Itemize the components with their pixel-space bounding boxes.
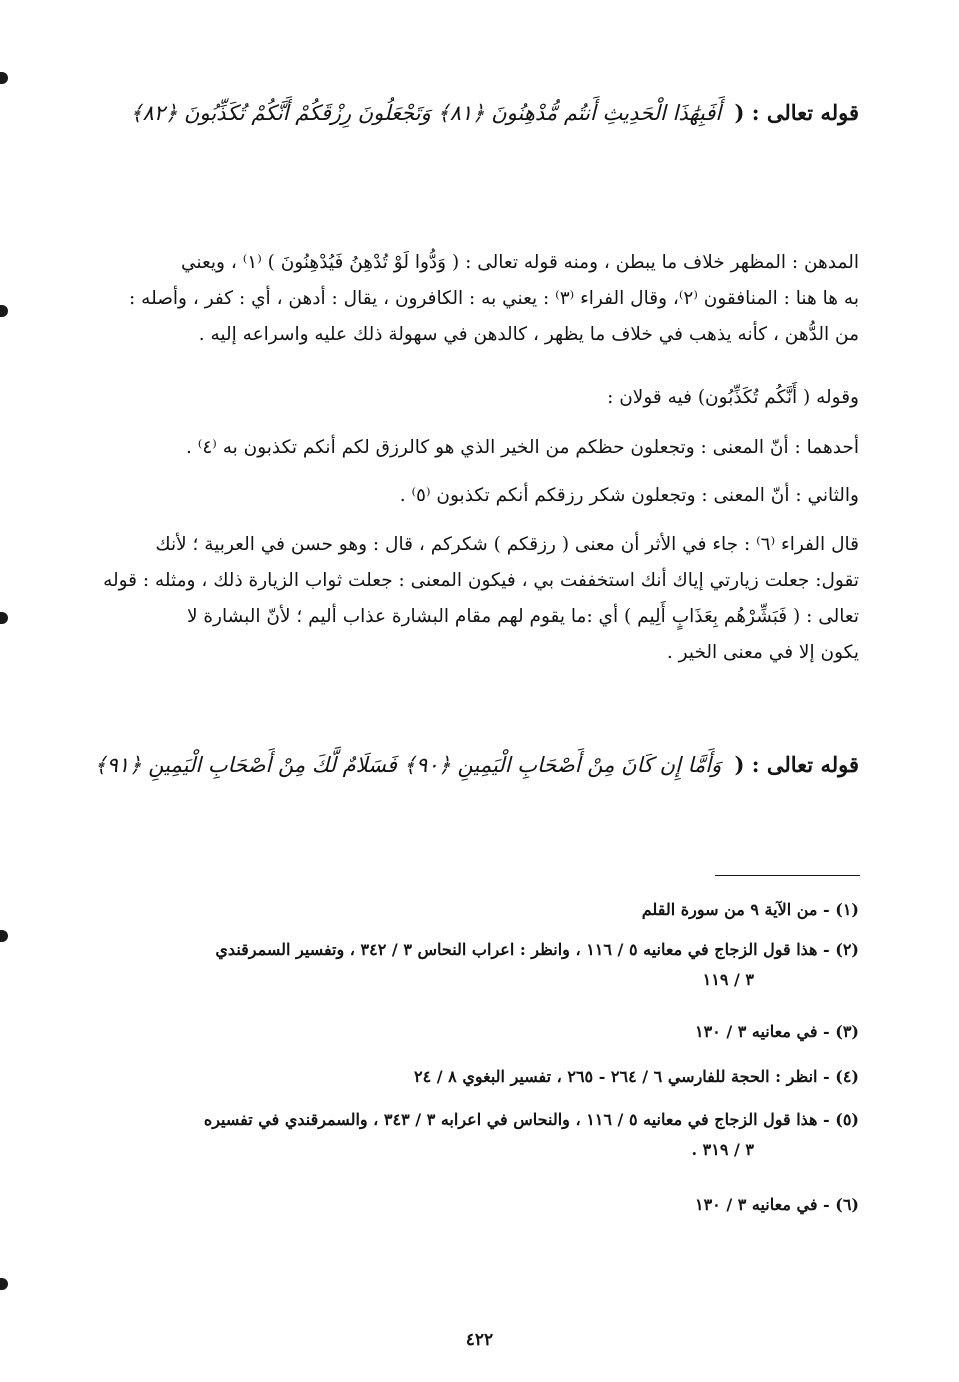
binding-hole-mark bbox=[0, 1278, 8, 1290]
commentary-paragraph bbox=[84, 245, 859, 353]
text-line: تقول: جعلت زيارتي إياك أنك استخففت بي ، فيكون المعنى : جعلت ثواب الزيارة ذلك ، ومثله : قوله bbox=[103, 570, 859, 591]
binding-hole-mark bbox=[0, 305, 8, 317]
commentary-paragraph bbox=[84, 380, 859, 416]
text-line: قال الفراء ⁽٦⁾ : جاء في الأثر أن معنى ( رزقكم ) شكركم ، قال : وهو حسن في العربية ؛ لأنك bbox=[155, 534, 859, 555]
footnote-4 bbox=[99, 1062, 859, 1092]
footnote-2 bbox=[99, 935, 859, 995]
quran-verse-text: أَفَبِهَٰذَا الْحَدِيثِ أَنتُم مُّدْهِنُونَ ﴿٨١﴾ وَتَجْعَلُونَ رِزْقَكُمْ أَنَّكُمْ تُكَذِّبُونَ ﴿٨٢﴾ bbox=[130, 101, 722, 125]
footnote-5 bbox=[99, 1105, 859, 1165]
verse-heading-1 bbox=[130, 100, 859, 125]
footnote-continuation: ٣ / ١١٩ bbox=[702, 970, 754, 989]
footnote-text: (٢) - هذا قول الزجاج في معانيه ٥ / ١١٦ ، وانظر : اعراب النحاس ٣ / ٣٤٢ ، وتفسير السمرقندي bbox=[215, 940, 859, 959]
page-number: ٤٢٢ bbox=[465, 1330, 494, 1350]
text-line: أحدهما : أنّ المعنى : وتجعلون حظكم من الخير الذي هو كالرزق لكم أنكم تكذبون به ⁽٤⁾ . bbox=[186, 437, 859, 458]
commentary-paragraph bbox=[84, 430, 859, 466]
text-line: من الدُّهن ، كأنه يذهب في خلاف ما يظهر ، كالدهن في سهولة ذلك عليه واسراعه إليه . bbox=[198, 324, 859, 345]
footnote-text: (١) - من الآية ٩ من سورة القلم bbox=[641, 900, 859, 919]
footnote-text: (٦) - في معانيه ٣ / ١٣٠ bbox=[694, 1195, 859, 1214]
footnote-separator bbox=[715, 875, 860, 876]
text-line: يكون إلا في معنى الخير . bbox=[666, 642, 859, 663]
footnote-continuation: ٣ / ٣١٩ . bbox=[691, 1140, 754, 1159]
text-line: تعالى : ( فَبَشِّرْهُم بِعَذَابٍ أَلِيم ) أي :ما يقوم لهم مقام البشارة عذاب أليم ؛ لأنّ البشارة لا bbox=[186, 606, 859, 627]
binding-hole-mark bbox=[0, 930, 8, 942]
commentary-paragraph bbox=[84, 478, 859, 514]
text-line: وقوله ( أَنَّكُم تُكَذِّبُون) فيه قولان : bbox=[607, 387, 859, 408]
footnote-1 bbox=[99, 895, 859, 925]
footnote-text: (٥) - هذا قول الزجاج في معانيه ٥ / ١١٦ ، والنحاس في اعرابه ٣ / ٣٤٣ ، والسمرقندي في تفسيره bbox=[203, 1110, 859, 1129]
text-line: المدهن : المظهر خلاف ما يبطن ، ومنه قوله تعالى : ( وَدُّوا لَوْ تُدْهِنُ فَيُدْهِنُونَ ) ⁽١⁾ ، ويعني bbox=[180, 252, 859, 273]
verse-heading-2 bbox=[94, 752, 859, 777]
footnote-3 bbox=[99, 1017, 859, 1047]
text-line: به ها هنا : المنافقون ⁽٢⁾، وقال الفراء ⁽٣⁾ : يعني به : الكافرون ، يقال : أدهن ، أي : كفر ، وأصله : bbox=[129, 288, 859, 309]
binding-hole-mark bbox=[0, 612, 8, 624]
commentary-paragraph bbox=[84, 527, 859, 671]
footnote-6 bbox=[99, 1190, 859, 1220]
footnote-text: (٤) - انظر : الحجة للفارسي ٦ / ٢٦٤ - ٢٦٥ ، تفسير البغوي ٨ / ٢٤ bbox=[414, 1067, 859, 1086]
heading-intro: قوله تعالى : ( bbox=[734, 752, 859, 777]
binding-hole-mark bbox=[0, 72, 8, 84]
quran-verse-text: وَأَمَّا إِن كَانَ مِنْ أَصْحَابِ الْيَمِينِ ﴿٩٠﴾ فَسَلَامٌ لَّكَ مِنْ أَصْحَابِ الْيَمِينِ ﴿٩١﴾ bbox=[94, 753, 722, 777]
text-line: والثاني : أنّ المعنى : وتجعلون شكر رزقكم أنكم تكذبون ⁽٥⁾ . bbox=[399, 485, 859, 506]
heading-intro: قوله تعالى : ( bbox=[734, 100, 859, 125]
footnote-text: (٣) - في معانيه ٣ / ١٣٠ bbox=[694, 1022, 859, 1041]
